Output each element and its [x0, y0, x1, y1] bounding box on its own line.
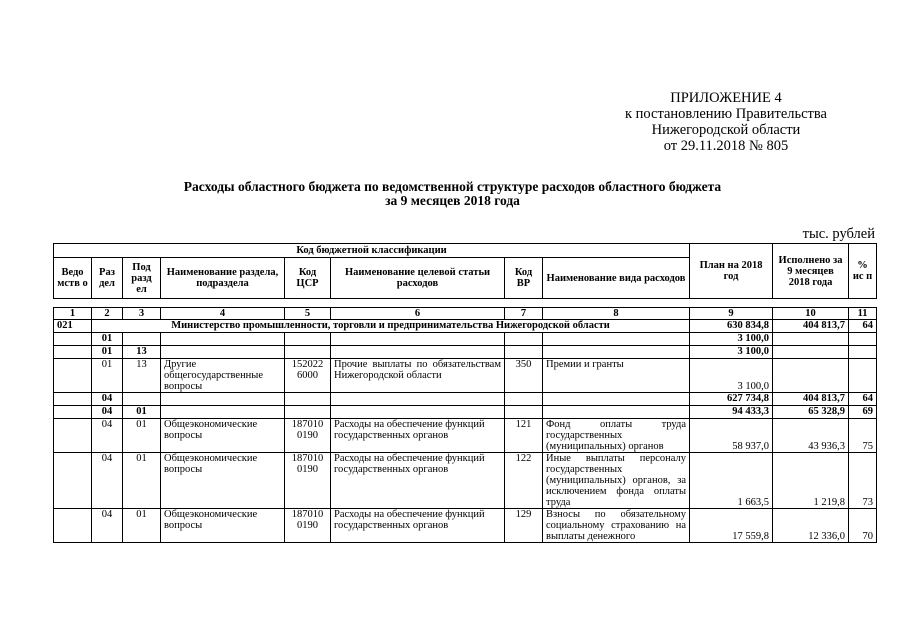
percent-value: 70: [849, 509, 877, 543]
executed-value: 12 336,0: [773, 509, 849, 543]
section-name: Другие общегосударственные вопросы: [161, 359, 285, 393]
table-row: [54, 359, 877, 393]
column-number: 6: [331, 308, 505, 320]
csr-name: Расходы на обеспечение функций государственных органов: [331, 419, 505, 453]
plan-value: 3 100,0: [690, 346, 773, 359]
vr-code: 129: [505, 509, 543, 543]
subsection-code: 01: [123, 453, 161, 509]
header-section: Раз дел: [92, 258, 123, 299]
plan-value: 3 100,0: [690, 359, 773, 393]
csr-code: 187010 0190: [285, 453, 331, 509]
plan-value: 630 834,8: [690, 320, 773, 333]
section-code: 04: [92, 453, 123, 509]
executed-value: 65 328,9: [773, 406, 849, 419]
section-name: Общеэкономические вопросы: [161, 419, 285, 453]
title-line: за 9 месяцев 2018 года: [385, 193, 520, 208]
vr-code: 122: [505, 453, 543, 509]
header-plan: План на 2018 год: [690, 244, 773, 299]
header-department: Ведо мств о: [54, 258, 92, 299]
header-vr-code: Код ВР: [505, 258, 543, 299]
column-number: 7: [505, 308, 543, 320]
vr-name: Иные выплаты персоналу государственных (муниципальных) органов, за исключением фонда оплаты труда: [543, 453, 690, 509]
header-executed: Исполнено за 9 месяцев 2018 года: [773, 244, 849, 299]
executed-value: 1 219,8: [773, 453, 849, 509]
percent-value: 69: [849, 406, 877, 419]
executed-value: 404 813,7: [773, 320, 849, 333]
column-number: 2: [92, 308, 123, 320]
csr-name: Прочие выплаты по обязательствам Нижегородской области: [331, 359, 505, 393]
table-row: [54, 346, 877, 359]
units-label: тыс. рублей: [802, 226, 875, 242]
section-code: 04: [92, 509, 123, 543]
table-row: [54, 453, 877, 509]
percent-value: 64: [849, 320, 877, 333]
column-number: 4: [161, 308, 285, 320]
section-code: 01: [92, 333, 123, 346]
plan-value: 3 100,0: [690, 333, 773, 346]
column-numbers-row: [54, 308, 877, 320]
header-vr-name: Наименование вида расходов: [543, 258, 690, 299]
header-csr-name: Наименование целевой статьи расходов: [331, 258, 505, 299]
column-number: 8: [543, 308, 690, 320]
csr-code: 187010 0190: [285, 509, 331, 543]
header-classification: Код бюджетной классификации: [54, 244, 690, 258]
csr-code: 187010 0190: [285, 419, 331, 453]
document-title: [0, 180, 905, 208]
column-number: 5: [285, 308, 331, 320]
budget-table: [53, 243, 877, 543]
header-percent: % ис п: [849, 244, 877, 299]
table-row: [54, 333, 877, 346]
table-row: [54, 509, 877, 543]
subsection-code: 01: [123, 419, 161, 453]
table-header-row: [54, 244, 877, 258]
column-number: 1: [54, 308, 92, 320]
section-code: 04: [92, 393, 123, 406]
appendix-block: [596, 90, 856, 154]
subsection-code: 01: [123, 509, 161, 543]
section-code: 01: [92, 359, 123, 393]
section-code: 01: [92, 346, 123, 359]
vr-name: Взносы по обязательному социальному страхованию на выплаты денежного: [543, 509, 690, 543]
header-csr-code: Код ЦСР: [285, 258, 331, 299]
column-number: 3: [123, 308, 161, 320]
section-code: 04: [92, 419, 123, 453]
appendix-line: Нижегородской области: [651, 122, 801, 138]
vr-code: 350: [505, 359, 543, 393]
plan-value: 58 937,0: [690, 419, 773, 453]
subsection-code: 13: [123, 346, 161, 359]
title-line: Расходы областного бюджета по ведомственной структуре расходов областного бюджета: [183, 179, 722, 194]
column-number: 10: [773, 308, 849, 320]
table-row: [54, 406, 877, 419]
department-name: Министерство промышленности, торговли и предпринимательства Нижегородской области: [92, 320, 690, 333]
table-row: [54, 393, 877, 406]
vr-name: Фонд оплаты труда государственных (муниципальных) органов: [543, 419, 690, 453]
percent-value: 75: [849, 419, 877, 453]
column-number: 9: [690, 308, 773, 320]
percent-value: 73: [849, 453, 877, 509]
subsection-code: 13: [123, 359, 161, 393]
plan-value: 1 663,5: [690, 453, 773, 509]
section-code: 04: [92, 406, 123, 419]
header-subsection: Под разд ел: [123, 258, 161, 299]
table-row: [54, 419, 877, 453]
header-section-name: Наименование раздела, подраздела: [161, 258, 285, 299]
appendix-title: ПРИЛОЖЕНИЕ 4: [670, 90, 782, 106]
plan-value: 627 734,8: [690, 393, 773, 406]
table-gap-row: [54, 299, 877, 308]
percent-value: 64: [849, 393, 877, 406]
table-row: [54, 320, 877, 333]
plan-value: 17 559,8: [690, 509, 773, 543]
vr-name: Премии и гранты: [543, 359, 690, 393]
csr-code: 152022 6000: [285, 359, 331, 393]
plan-value: 94 433,3: [690, 406, 773, 419]
section-name: Общеэкономические вопросы: [161, 453, 285, 509]
csr-name: Расходы на обеспечение функций государственных органов: [331, 509, 505, 543]
section-name: Общеэкономические вопросы: [161, 509, 285, 543]
department-code: 021: [54, 320, 92, 333]
subsection-code: 01: [123, 406, 161, 419]
appendix-line: к постановлению Правительства: [625, 106, 827, 122]
appendix-date: от 29.11.2018 № 805: [663, 138, 789, 154]
vr-code: 121: [505, 419, 543, 453]
executed-value: 404 813,7: [773, 393, 849, 406]
column-number: 11: [849, 308, 877, 320]
csr-name: Расходы на обеспечение функций государственных органов: [331, 453, 505, 509]
executed-value: 43 936,3: [773, 419, 849, 453]
